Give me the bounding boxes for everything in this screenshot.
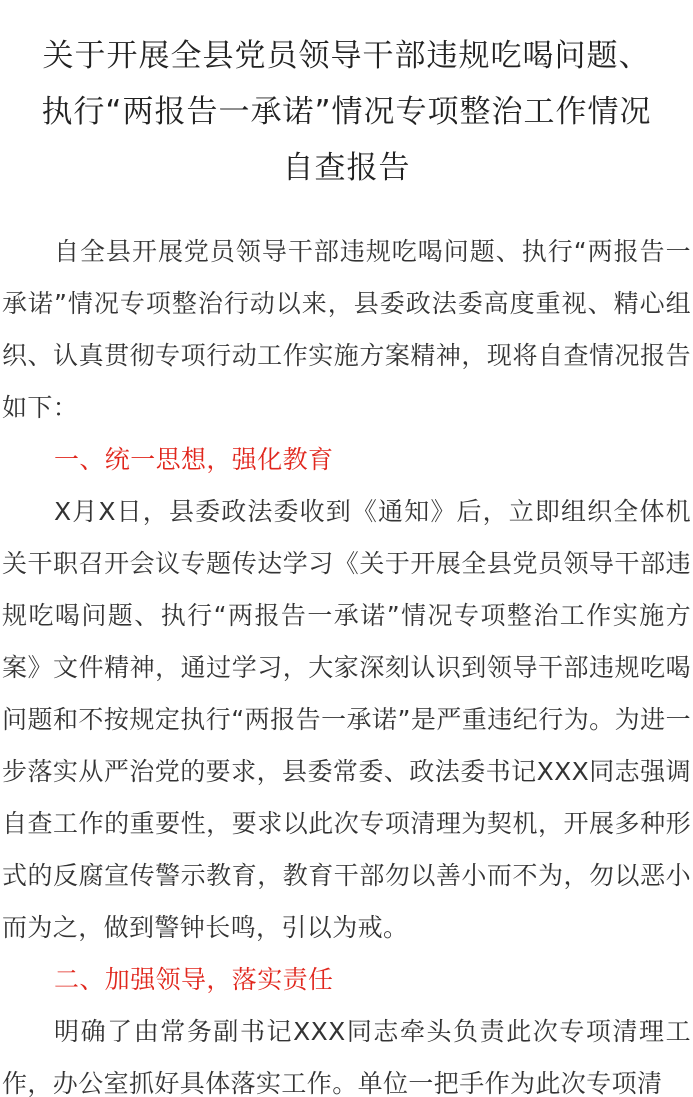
section-heading-1: 一、统一思想，强化教育 — [54, 445, 334, 474]
document-title — [0, 28, 693, 196]
section-paragraph-2: 明确了由常务副书记XXX同志牵头负责此次专项清理工作，办公室抓好具体落实工作。单位一把手作为此次专项清 — [2, 1017, 691, 1097]
title-line-3: 自查报告 — [282, 150, 411, 186]
title-line-1: 关于开展全县党员领导干部违规吃喝问题、 — [42, 38, 651, 74]
title-line-2: 执行“两报告一承诺”情况专项整治工作情况 — [41, 94, 652, 130]
intro-paragraph: 自全县开展党员领导干部违规吃喝问题、执行“两报告一承诺”情况专项整治行动以来，县委政法委高度重视、精心组织、认真贯彻专项行动工作实施方案精神，现将自查情况报告如下： — [2, 237, 691, 422]
document-body — [0, 226, 693, 1097]
section-heading-2: 二、加强领导，落实责任 — [54, 965, 334, 994]
section-paragraph-1: X月X日，县委政法委收到《通知》后，立即组织全体机关干职召开会议专题传达学习《关于开展全县党员领导干部违规吃喝问题、执行“两报告一承诺”情况专项整治工作实施方案》文件精神，通过学习，大家深刻认识到领导干部违规吃喝问题和不按规定执行“两报告一承诺”是严重违纪行为。为进一步落实从严治党的要求，县委常委、政法委书记XXX同志强调自查工作的重要性，要求以此次专项清理为契机，开展多种形式的反腐宣传警示教育，教育干部勿以善小而不为，勿以恶小而为之，做到警钟长鸣，引以为戒。 — [2, 497, 691, 942]
